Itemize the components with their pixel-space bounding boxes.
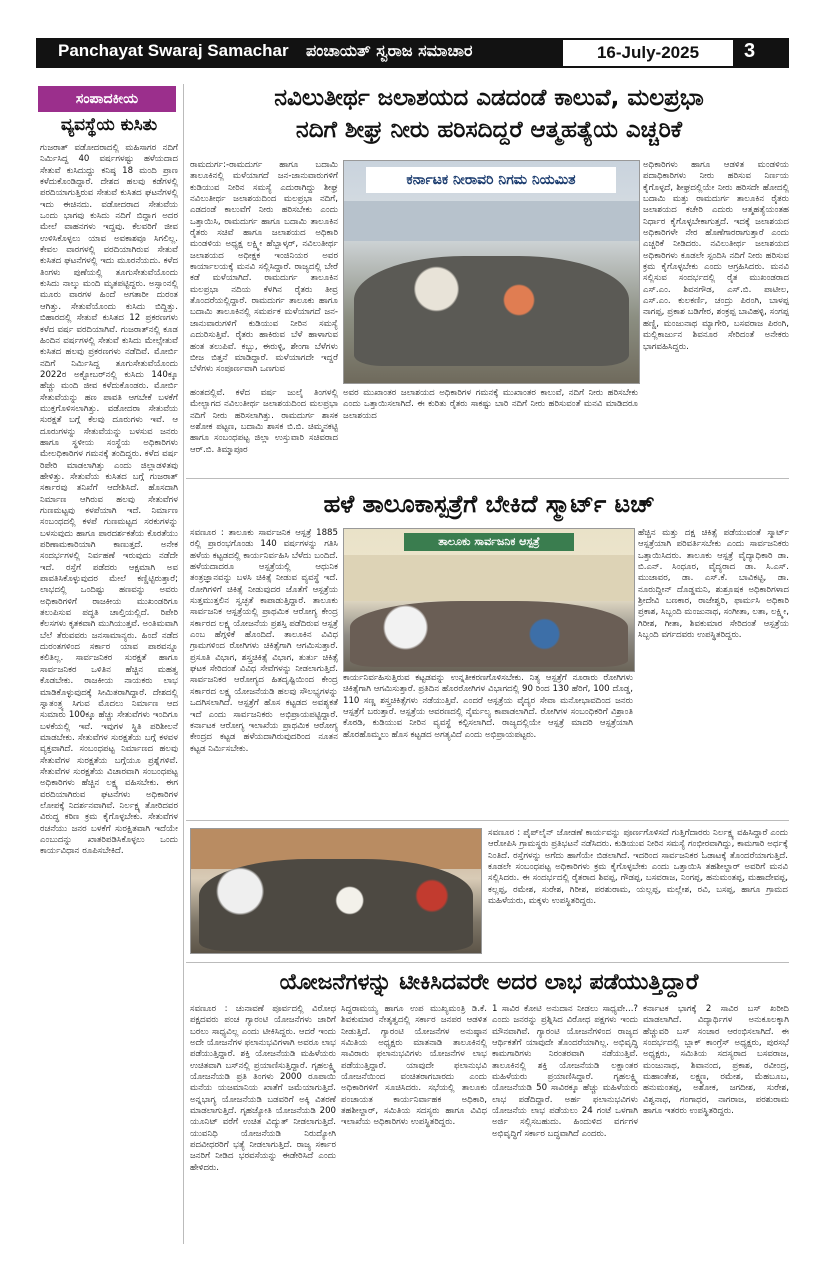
group-of-farmers bbox=[354, 256, 629, 366]
editorial-title: ವ್ಯವಸ್ಥೆಯ ಕುಸಿತು bbox=[60, 115, 158, 135]
section-divider bbox=[186, 820, 789, 821]
story3-headline: ಯೋಜನೆಗಳನ್ನು ಟೀಕಿಸಿದವರೇ ಅದರ ಲಾಭ ಪಡೆಯುತ್ತಿದ್ದಾರೆ bbox=[279, 970, 699, 995]
story2-column-1: ಸವಣೂರ : ತಾಲೂಕು ಸಾರ್ವಜನಿಕ ಆಸ್ಪತ್ರೆ 1885 ರಲ್ಲಿ ಪ್ರಾರಂಭಗೊಂಡು 140 ವರ್ಷಗಳನ್ನು ಗತಿಸಿ ಹಳೆಯ ಕಟ್ಟಡದಲ್ಲಿ ಕಾರ್ಯನಿರ್ವಹಿಸಿ ಬೆಳೆದು ಬಂದಿದೆ. ಹಳೆಯದಾದರೂ ಆಸ್ಪತ್ರೆಯಲ್ಲಿ ಆಧುನಿಕ ತಂತ್ರಜ್ಞಾನವನ್ನು ಬಳಸಿ ಚಿಕಿತ್ಸೆ ನೀಡುವ ವ್ಯವಸ್ಥೆ ಇದೆ. ರೋಗಿಗಳಿಗೆ ಚಿಕಿತ್ಸೆ ನೀಡುವುದರ ಜೊತೆಗೆ ಆಸ್ಪತ್ರೆಯ ಸುತ್ತಮುತ್ತಲಿನ ಸ್ವಚ್ಛತೆ ಕಾಪಾಡುತ್ತಿದ್ದಾರೆ. ತಾಲೂಕು ಸಾರ್ವಜನಿಕ ಆಸ್ಪತ್ರೆಯಲ್ಲಿ ಪ್ರಾಥಮಿಕ ಆರೋಗ್ಯ ಕೇಂದ್ರ ಸರ್ಕಾರದ ಲಕ್ಷ್ಯ ಯೋಜನೆಯ ಪ್ರಶಸ್ತಿ ಪಡೆದಿರುವ ಆಸ್ಪತ್ರೆ ಎಂಬ ಹೆಗ್ಗಳಿಕೆ ಹೊಂದಿದೆ. ತಾಲೂಕಿನ ವಿವಿಧ ಗ್ರಾಮಗಳಿಂದ ರೋಗಿಗಳು ಚಿಕಿತ್ಸೆಗಾಗಿ ಆಗಮಿಸುತ್ತಾರೆ. ಪ್ರಸೂತಿ ವಿಭಾಗ, ಶಸ್ತ್ರಚಿಕಿತ್ಸೆ ವಿಭಾಗ, ತುರ್ತು ಚಿಕಿತ್ಸೆ ಘಟಕ ಸೇರಿದಂತೆ ವಿವಿಧ ಸೇವೆಗಳನ್ನು ನೀಡಲಾಗುತ್ತಿದೆ. ಸಾರ್ವಜನಿಕರ ಆರೋಗ್ಯದ ಹಿತದೃಷ್ಟಿಯಿಂದ ಕೇಂದ್ರ ಸರ್ಕಾರದ ಲಕ್ಷ್ಯ ಯೋಜನೆಯಡಿ ಹಲವು ಸೌಲಭ್ಯಗಳನ್ನು ಒದಗಿಸಲಾಗಿದೆ. ಆಸ್ಪತ್ರೆಗೆ ಹೊಸ ಕಟ್ಟಡದ ಅವಶ್ಯಕತೆ ಇದೆ ಎಂದು ಸಾರ್ವಜನಿಕರು ಅಭಿಪ್ರಾಯಪಟ್ಟಿದ್ದಾರೆ. ಕರ್ನಾಟಕ ಆರೋಗ್ಯ ಇಲಾಖೆಯ ಪ್ರಾಥಮಿಕ ಆರೋಗ್ಯ ಕೇಂದ್ರದ ಕಟ್ಟಡ ಹಳೆಯದಾಗಿರುವುದರಿಂದ ನೂತನ ಕಟ್ಟಡ ನಿರ್ಮಿಸಬೇಕು. bbox=[190, 528, 338, 754]
story2-column-3: ಹೆಚ್ಚಿನ ಮತ್ತು ದಕ್ಷ ಚಿಕಿತ್ಸೆ ಪಡೆಯುವಂತೆ ಸ್ಮಾರ್ಟ್ ಆಸ್ಪತ್ರೆಯಾಗಿ ಪರಿವರ್ತಿಸಬೇಕು ಎಂದು ಸಾರ್ವಜನಿಕರು ಒತ್ತಾಯಿಸಿದರು. ತಾಲೂಕು ಆಸ್ಪತ್ರೆ ವೈದ್ಯಾಧಿಕಾರಿ ಡಾ. ಬಿ.ಎನ್. ಸಿಂಧೂರ, ವೈದ್ಯರಾದ ಡಾ. ಸಿ.ಎಸ್. ಮುಜಾವರ, ಡಾ. ಎಸ್.ಕೆ. ಬಾವಿಕಟ್ಟಿ, ಡಾ. ನೂರುದ್ದೀನ್ ದೊಡ್ಡಮನಿ, ಶುಶ್ರೂಷಕ ಅಧಿಕಾರಿಗಳಾದ ಶ್ರೀದೇವಿ ಬಣಕಾರ, ರಾಜೇಶ್ವರಿ, ಫಾರ್ಮಸಿ ಅಧಿಕಾರಿ ಪ್ರಕಾಶ, ಸಿಬ್ಬಂದಿ ಮಂಜುನಾಥ, ಸಂಗೀತಾ, ಲತಾ, ಲಕ್ಷ್ಮೀ, ಗಿರೀಶ, ಗೀತಾ, ಶಿವಕುಮಾರ ಸೇರಿದಂತೆ ಆಸ್ಪತ್ರೆಯ ಸಿಬ್ಬಂದಿ ವರ್ಗದವರು ಉಪಸ್ಥಿತರಿದ್ದರು. bbox=[638, 528, 789, 641]
story1-column-1: ರಾಮದುರ್ಗ:-ರಾಮದುರ್ಗ ಹಾಗೂ ಬದಾಮಿ ತಾಲೂಕಿನಲ್ಲಿ ಮಳೆಯಾಗದೆ ಜನ-ಜಾನುವಾರುಗಳಿಗೆ ಕುಡಿಯುವ ನೀರಿನ ಸಮಸ್ಯೆ ಎದುರಾಗಿದ್ದು ಶೀಘ್ರ ನವಿಲುತೀರ್ಥ ಜಲಾಶಯದಿಂದ ಮಲಪ್ರಭಾ ನದಿಗೆ, ಎಡದಂಡೆ ಕಾಲುವೆಗೆ ನೀರು ಹರಿಸಬೇಕು ಎಂದು ಒತ್ತಾಯಿಸಿ, ರಾಮದುರ್ಗ ಹಾಗೂ ಬದಾಮಿ ತಾಲೂಕಿನ ರೈತರು ಸಚಿವೆ ಹಾಗೂ ಜಲಾಶಯದ ಅಧಿಕಾರಿ ಮಂಡಳಿಯ ಅಧ್ಯಕ್ಷ ಲಕ್ಷ್ಮೀ ಹೆಬ್ಬಾಳ್ಕರ್, ನವಿಲುತೀರ್ಥ ಜಲಾಶಯದ ಅಧೀಕ್ಷಕ ಇಂಜಿನಿಯರ ಅವರ ಕಾರ್ಯಾಲಯಕ್ಕೆ ಮನವಿ ಸಲ್ಲಿಸಿದ್ದಾರೆ. ರಾಜ್ಯದಲ್ಲಿ ಬೇರೆ ಕಡೆ ಮಳೆಯಾಗಿದೆ. ರಾಮದುರ್ಗ ತಾಲೂಕಿನ ಮಲಪ್ರಭಾ ನದಿಯ ಕೆಳಗಿನ ರೈತರು ತೀವ್ರ ತೊಂದರೆಯಲ್ಲಿದ್ದಾರೆ. ರಾಮದುರ್ಗ ತಾಲೂಕು ಹಾಗೂ ಬದಾಮಿ ತಾಲೂಕಿನಲ್ಲಿ ಸಮರ್ಪಕ ಮಳೆಯಾಗದೆ ಜನ-ಜಾನುವಾರುಗಳಿಗೆ ಕುಡಿಯುವ ನೀರಿನ ಸಮಸ್ಯೆ ಎದುರಿಸುತ್ತಿವೆ. ರೈತರು ಹಾಕಿರುವ ಬೆಳೆ ಹಾಳಾಗುವ ಹಂತ ತಲುಪಿವೆ. ಕಬ್ಬು, ಈರುಳ್ಳಿ, ಶೇಂಗಾ ಬೆಳೆಗಳು ಬೀಜ ಬಿತ್ತನೆ ಮಾಡಿದ್ದಾರೆ. ಮಳೆಯಾಗದೇ ಇದ್ದರೆ ಬೆಳೆಗಳು ಸಂಪೂರ್ಣವಾಗಿ ಒಣಗುವ bbox=[190, 160, 338, 375]
story2-headline: ಹಳೆ ತಾಲೂಕಾಸ್ಪತ್ರೆಗೆ ಬೇಕಿದೆ ಸ್ಮಾರ್ಟ್ ಟಚ್ bbox=[323, 490, 655, 518]
newspaper-title-kannada: ಪಂಚಾಯತ್ ಸ್ವರಾಜ ಸಮಾಚಾರ bbox=[306, 41, 473, 60]
story2-column-2: ಕಾರ್ಯನಿರ್ವಹಿಸುತ್ತಿರುವ ಕಟ್ಟಡವನ್ನು ಉನ್ನತೀಕರಣಗೊಳಿಸಬೇಕು. ನಿತ್ಯ ಆಸ್ಪತ್ರೆಗೆ ನೂರಾರು ರೋಗಿಗಳು ಚಿಕಿತ್ಸೆಗಾಗಿ ಆಗಮಿಸುತ್ತಾರೆ. ಪ್ರತಿದಿನ ಹೊರರೋಗಿಗಳ ವಿಭಾಗದಲ್ಲಿ 90 ರಿಂದ 130 ಹೆರಿಗೆ, 100 ದೊಡ್ಡ, 110 ಸಣ್ಣ ಶಸ್ತ್ರಚಿಕಿತ್ಸೆಗಳು ನಡೆಯುತ್ತಿವೆ. ಎಂದರೆ ಆಸ್ಪತ್ರೆಯ ವೈದ್ಯರ ಸೇವಾ ಮನೋಭಾವದಿಂದ ಜನರು ಆಸ್ಪತ್ರೆಗೆ ಬರುತ್ತಾರೆ. ಆಸ್ಪತ್ರೆಯ ಆವರಣದಲ್ಲಿ ನೈರ್ಮಲ್ಯ ಕಾಪಾಡಲಾಗಿದೆ. ರೋಗಿಗಳ ಸಂಬಂಧಿಕರಿಗೆ ವಿಶ್ರಾಂತಿ ಕೊಠಡಿ, ಕುಡಿಯುವ ನೀರಿನ ವ್ಯವಸ್ಥೆ ಕಲ್ಪಿಸಲಾಗಿದೆ. ರಾಜ್ಯದಲ್ಲಿಯೇ ಆಸ್ಪತ್ರೆ ಮಾದರಿ ಆಸ್ಪತ್ರೆಯಾಗಿ ಹೊರಹೊಮ್ಮಲು ಹೊಸ ಕಟ್ಟಡದ ಅಗತ್ಯವಿದೆ ಎಂದು ಅಭಿಪ್ರಾಯಪಟ್ಟರು. bbox=[343, 673, 633, 740]
protest-photo bbox=[190, 828, 482, 954]
section-divider bbox=[186, 478, 789, 479]
story3-column-3: 1 ಸಾವಿರ ಕೋಟಿ ಅನುದಾನ ನೀಡಲು ಸಾಧ್ಯವೇ...? ಎಂದು ಜನರನ್ನು ಪ್ರಶ್ನಿಸಿದ ವಿರೋಧ ಪಕ್ಷಗಳು ಇಂದು ಮೌನವಾಗಿವೆ. ಗ್ಯಾರಂಟಿ ಯೋಜನೆಗಳಿಂದ ರಾಜ್ಯದ ಆರ್ಥಿಕತೆಗೆ ಯಾವುದೇ ತೊಂದರೆಯಾಗಿಲ್ಲ. ಅಭಿವೃದ್ಧಿ ಕಾಮಗಾರಿಗಳು ನಿರಂತರವಾಗಿ ನಡೆಯುತ್ತಿವೆ. ತಾಲೂಕಿನಲ್ಲಿ ಶಕ್ತಿ ಯೋಜನೆಯಡಿ ಲಕ್ಷಾಂತರ ಮಹಿಳೆಯರು ಪ್ರಯಾಣಿಸಿದ್ದಾರೆ. ಗೃಹಲಕ್ಷ್ಮಿ ಯೋಜನೆಯಡಿ 50 ಸಾವಿರಕ್ಕೂ ಹೆಚ್ಚು ಮಹಿಳೆಯರು ಲಾಭ ಪಡೆದಿದ್ದಾರೆ. ಅರ್ಹ ಫಲಾನುಭವಿಗಳು ಯೋಜನೆಯ ಲಾಭ ಪಡೆಯಲು 24 ಗಂಟೆ ಒಳಗಾಗಿ ಅರ್ಜಿ ಸಲ್ಲಿಸಬಹುದು. ಹಿಂದುಳಿದ ವರ್ಗಗಳ ಅಭಿವೃದ್ಧಿಗೆ ಸರ್ಕಾರ ಬದ್ಧವಾಗಿದೆ ಎಂದರು. bbox=[492, 1004, 638, 1139]
story1-column-3: ಅವರ ಮುಖಾಂತರ ಜಲಾಶಯದ ಅಧಿಕಾರಿಗಳ ಗಮನಕ್ಕೆ ಮುಖಾಂತರ ಕಾಲುವೆ, ನದಿಗೆ ನೀರು ಹರಿಸಬೇಕು ಎಂದು ಒತ್ತಾಯಿಸಲಾಗಿದೆ. ಈ ಕುರಿತು ರೈತರು ಸಾಕಷ್ಟು ಬಾರಿ ನದಿಗೆ ನೀರು ಹರಿಸುವಂತೆ ಮನವಿ ಮಾಡಿದರೂ ಜಲಾಶಯದ bbox=[343, 388, 638, 421]
masthead bbox=[36, 38, 789, 68]
editorial-badge: ಸಂಪಾದಕೀಯ bbox=[38, 86, 176, 112]
story1-headline-line2: ನದಿಗೆ ಶೀಘ್ರ ನೀರು ಹರಿಸದಿದ್ದರೆ ಆತ್ಮಹತ್ಯೆಯ ಎಚ್ಚರಿಕೆ bbox=[295, 117, 683, 143]
story1-column-4: ಅಧಿಕಾರಿಗಳು ಹಾಗೂ ಆಡಳಿತ ಮಂಡಳಿಯ ಪದಾಧಿಕಾರಿಗಳು ನೀರು ಹರಿಸುವ ನಿರ್ಣಯ ಕೈಗೊಳ್ಳದೆ, ಶೀಘ್ರದಲ್ಲಿಯೇ ನೀರು ಹರಿಸದೇ ಹೋದಲ್ಲಿ ಬದಾಮಿ ಮತ್ತು ರಾಮದುರ್ಗ ತಾಲೂಕಿನ ರೈತರು ಜಲಾಶಯದ ಕಚೇರಿ ಎದುರು ಆತ್ಮಹತ್ಯೆಯಂತಹ ನಿರ್ಧಾರ ಕೈಗೊಳ್ಳಬೇಕಾಗುತ್ತದೆ. ಇದಕ್ಕೆ ಜಲಾಶಯದ ಅಧಿಕಾರಿಗಳೇ ನೇರ ಹೊಣೆಗಾರರಾಗುತ್ತಾರೆ ಎಂದು ಎಚ್ಚರಿಕೆ ನೀಡಿದರು. ನವಿಲುತೀರ್ಥ ಜಲಾಶಯದ ಅಧಿಕಾರಿಗಳು ಕೂಡಲೇ ಸ್ಪಂದಿಸಿ ನದಿಗೆ ನೀರು ಹರಿಸುವ ಕ್ರಮ ಕೈಗೊಳ್ಳಬೇಕು ಎಂದು ಆಗ್ರಹಿಸಿದರು. ಮನವಿ ಸಲ್ಲಿಸುವ ಸಂದರ್ಭದಲ್ಲಿ ರೈತ ಮುಖಂಡರಾದ ಎಸ್.ಎಂ. ಶಿವನಗೌಡ, ಎಸ್.ಬಿ. ಪಾಟೀಲ, ಎಸ್.ಎಂ. ಕುಲಕರ್ಣಿ, ಚಂದ್ರು ಪಿರಂಗಿ, ಬಾಳಪ್ಪ ನಾಗಪ್ಪ, ಪ್ರಕಾಶ ಬಡಿಗೇರ, ಶಂಕ್ರಪ್ಪ ಬಾವಿಹಳ್ಳಿ, ಸಂಗಪ್ಪ ಹಣ್ಣಿ, ಮಂಜುನಾಥ ಮ್ಯಾಗೇರಿ, ಬಸವರಾಜ ಪಿರಂಗಿ, ಮಲ್ಲಿಕಾರ್ಜುನ ಶಿವನೂರ ಸೇರಿದಂತೆ ಅನೇಕರು ಭಾಗವಹಿಸಿದ್ದರು. bbox=[643, 160, 789, 352]
protest-story-text: ಸವಣೂರ : ಪೈಪ್‌ಲೈನ್ ಜೋಡಣೆ ಕಾರ್ಯವನ್ನು ಪೂರ್ಣಗೊಳಿಸದೆ ಗುತ್ತಿಗೆದಾರರು ನಿರ್ಲಕ್ಷ್ಯ ವಹಿಸಿದ್ದಾರೆ ಎಂದು ಆರೋಪಿಸಿ ಗ್ರಾಮಸ್ಥರು ಪ್ರತಿಭಟನೆ ನಡೆಸಿದರು. ಕುಡಿಯುವ ನೀರಿನ ಸಮಸ್ಯೆ ಗಂಭೀರವಾಗಿದ್ದು, ಕಾಮಗಾರಿ ಅರ್ಧಕ್ಕೆ ನಿಂತಿದೆ. ರಸ್ತೆಗಳನ್ನು ಅಗೆದು ಹಾಗೆಯೇ ಬಿಡಲಾಗಿದೆ. ಇದರಿಂದ ಸಾರ್ವಜನಿಕರ ಓಡಾಟಕ್ಕೆ ತೊಂದರೆಯಾಗುತ್ತಿದೆ. ಕೂಡಲೇ ಸಂಬಂಧಪಟ್ಟ ಅಧಿಕಾರಿಗಳು ಕ್ರಮ ಕೈಗೊಳ್ಳಬೇಕು ಎಂದು ಒತ್ತಾಯಿಸಿ ತಹಶೀಲ್ದಾರ್ ಅವರಿಗೆ ಮನವಿ ಸಲ್ಲಿಸಿದರು. ಈ ಸಂದರ್ಭದಲ್ಲಿ ರೈತರಾದ ಶಿವಪ್ಪ, ಗೌಡಪ್ಪ, ಬಸವರಾಜ, ನಿಂಗಪ್ಪ, ಹನುಮಂತಪ್ಪ, ಮಹಾದೇವಪ್ಪ, ಕಲ್ಲಪ್ಪ, ರಮೇಶ, ಸುರೇಶ, ಗಿರೀಶ, ಪರಶುರಾಮ, ಯಲ್ಲಪ್ಪ, ಮಲ್ಲೇಶ, ರವಿ, ಬಸಪ್ಪ, ಹಾಗೂ ಗ್ರಾಮದ ಮಹಿಳೆಯರು, ಮಕ್ಕಳು ಉಪಸ್ಥಿತರಿದ್ದರು. bbox=[488, 828, 788, 907]
editorial-body: ಗುಜರಾತ್ ವಡೋದರಾದಲ್ಲಿ ಮಹಿಸಾಗರ ನದಿಗೆ ನಿರ್ಮಿಸಿದ್ದ 40 ವರ್ಷಗಳಷ್ಟು ಹಳೆಯದಾದ ಸೇತುವೆ ಕುಸಿದುದ್ದು ಕನಿಷ್ಠ 18 ಮಂದಿ ಪ್ರಾಣ ಕಳೆದುಕೊಂಡಿದ್ದಾರೆ. ದೇಶದ ಹಲವು ಕಡೆಗಳಲ್ಲಿ ಪರದಿಯಾಗುತ್ತಿರುವ ಸೇತುವೆ ಕುಸಿತದ ಘಟನೆಗಳಲ್ಲಿ ಇದು ಈಚಿನದು. ವಡೋದರಾದ ಸೇತುವೆಯ ಒಂದು ಭಾಗವು ಕುಸಿದು ನದಿಗೆ ಬಿದ್ದಾಗ ಅದರ ಮೇಲೆ ವಾಹನಗಳು ಇದ್ದವು. ಕೆಲವರಿಗೆ ಜೀವ ಉಳಿಸಿಕೊಳ್ಳಲು ಯಾವ ಅವಕಾಶವೂ ಸಿಗಲಿಲ್ಲ. ಕೇವಲ ವಾರಗಳಲ್ಲಿ ವರದಿಯಾಗಿರುವ ಸೇತುವೆ ಕುಸಿತದ ಘಟನೆಗಳಲ್ಲಿ ಇದು ಮೂರನೆಯದು. ಕಳೆದ ತಿಂಗಳು ಪುಣೆಯಲ್ಲಿ ತೂಗುಸೇತುವೆಯೊಂದು ಕುಸಿದು ನಾಲ್ಕು ಮಂದಿ ಮೃತಪಟ್ಟಿದ್ದರು. ಅಸ್ಸಾಂನಲ್ಲಿ ಮೂರು ವಾರಗಳ ಹಿಂದೆ ಅಗತಾರೀ ದುರಂತ ಆಗಿತ್ತು. ಸೇತುವೆಯೊಂದು ಕುಸಿದು ಬಿದ್ದಿತ್ತು. ಬಿಹಾರದಲ್ಲಿ ಸೇತುವೆ ಕುಸಿತದ 12 ಪ್ರಕರಣಗಳು ಕಳೆದ ವರ್ಷ ವರದಿಯಾಗಿವೆ. ಗುಜರಾತ್‌ನಲ್ಲಿ ಕೂಡ ಹಿಂದಿನ ವರ್ಷಗಳಲ್ಲಿ ಸೇತುವೆ ಕುಸಿದು ಮೇಲ್ಸೇತುವೆ ಕುಸಿತದ ಹಲವು ಪ್ರಕರಣಗಳು ನಡೆದಿವೆ. ಮೋರ್ಬಿ ನದಿಗೆ ನಿರ್ಮಿಸಿದ್ದ ತೂಗುಸೇತುವೆಯೊಂದು 2022ರ ಅಕ್ಟೋಬರ್‌ನಲ್ಲಿ ಕುಸಿದು 140ಕ್ಕೂ ಹೆಚ್ಚು ಮಂದಿ ಜೀವ ಕಳೆದುಕೊಂಡರು. ಮೋರ್ಬಿ ಸೇತುವೆಯನ್ನು ಹಣ ಪಾವತಿ ಆಗಬೇಕೆ ಬಳಕೆಗೆ ಮುಕ್ತಗೊಳಿಸಲಾಗಿತ್ತು. ವಡೋದರಾ ಸೇತುವೆಯ ಸುರಕ್ಷತೆ ಬಗ್ಗೆ ಕೆಲವು ದೂರುಗಳು ಇವೆ. ಆ ದೂರುಗಳನ್ನು ಸೇತುವೆಯನ್ನು ಬಳಸುವ ಜನರು ಹಾಗೂ ಸ್ಥಳೀಯ ಸಂಸ್ಥೆಯ ಅಧಿಕಾರಿಗಳು ಮೇಲಧಿಕಾರಿಗಳ ಗಮನಕ್ಕೆ ತಂದಿದ್ದರು. ಕಳೆದ ವರ್ಷ ರಿಪೇರಿ ಮಾಡಲಾಗಿತ್ತು ಎಂದು ಜಿಲ್ಲಾಡಳಿತವು ಹೇಳಿತ್ತು. ಸೇತುವೆಯ ಕುಸಿತದ ಬಗ್ಗೆ ಗುಜರಾತ್ ಸರ್ಕಾರವು ತನಿಖೆಗೆ ಆದೇಶಿಸಿದೆ. ಹೊಸದಾಗಿ ನಿರ್ಮಾಣ ಆಗಿರುವ ಹಲವು ಸೇತುವೆಗಳ ಗುಣಮಟ್ಟವು ಕಳಪೆಯಾಗಿ ಇದೆ. ನಿರ್ಮಾಣ ಸಂಬಂಧದಲ್ಲಿ ಕಳಪೆ ಗುಣಮಟ್ಟದ ಸರಕುಗಳನ್ನು ಬಳಸುವುದು ಹಾಗೂ ಪಾರದರ್ಶಕತೆಯ ಕೊರತೆಯು ಪರಿಣಾಮಕಾರಿಯಾಗಿ ಕಾಣುತ್ತದೆ. ಅನೇಕ ಸಂದರ್ಭಗಳಲ್ಲಿ ನಿರ್ವಹಣೆ ಇರುವುದು ನಡೆದೇ ಇದೆ. ರಸ್ತೆಗೆ ಪಡೆದರು ಆಕ್ಷಮಾಗಿ ಅವ ಪಾವತಿಸಿಕೊಳ್ಳುವುದರ ಮೇಲೆ ಕಣ್ಣಿಟ್ಟಿರುತ್ತಾರೆ; ಲಾಭದಲ್ಲಿ ಒಂದಿಷ್ಟು ಹಣವನ್ನು ಅವರು ಅಧಿಕಾರಿಗಳಿಗೆ ರಾಜಕೀಯ ಮುಖಂಡರಿಗೂ ತಲುಪಿಸುವ ಪದ್ಧತಿ ಚಾಲ್ತಿಯಲ್ಲಿದೆ. ರಿಪೇರಿ ಕೆಲಸಗಳು ಕೃತಕವಾಗಿ ಮುಗಿಯುತ್ತವೆ. ಅಂತಿಮವಾಗಿ ಬೆಲೆ ತೆರುವವರು ಜನಸಾಮಾನ್ಯರು. ಹಿಂದೆ ನಡೆದ ದುರಂತಗಳಿಂದ ಸರ್ಕಾರ ಯಾವ ಪಾಠವನ್ನೂ ಕಲಿತಿಲ್ಲ. ಸಾರ್ವಜನಿಕರ ಸುರಕ್ಷತೆ ಹಾಗೂ ಸಾರ್ವಜನಿಕರ ಒಳಿತಿನ ಹೆಚ್ಚಿನ ಮಹತ್ವ ಕೊಡಬೇಕು. ರಾಜಕೀಯ ನಾಯಕರು ಲಾಭ ಮಾಡಿಕೊಳ್ಳುವುದಕ್ಕೆ ಸೀಮಿತರಾಗಿದ್ದಾರೆ. ದೇಶದಲ್ಲಿ ಸ್ವಾತಂತ್ರ್ಯ ಸಿಗುವ ಮೊದಲು ನಿರ್ಮಾಣ ಆದ ಸುಮಾರು 100ಕ್ಕೂ ಹೆಚ್ಚು ಸೇತುವೆಗಳು ಇಂದಿಗೂ ಬಳಕೆಯಲ್ಲಿ ಇವೆ. ಇವುಗಳ ಸ್ಥಿತಿ ಪರಿಶೀಲನೆ ಮಾಡಬೇಕು. ಸೇತುವೆಗಳ ಸುರಕ್ಷತೆಯ ಬಗ್ಗೆ ಕಳವಳ ವ್ಯಕ್ತವಾಗಿದೆ. ಸಂಬಂಧಪಟ್ಟ ನಿರ್ಮಾಣದ ಹಲವು ಸೇತುವೆಗಳ ಸುರಕ್ಷತೆಯ ಬಗ್ಗೆಯೂ ಪ್ರಶ್ನೆಗಳಿವೆ. ಸೇತುವೆಗಳ ಸುರಕ್ಷತೆಯ ವಿಚಾರವಾಗಿ ಸಂಬಂಧಪಟ್ಟ ಅಧಿಕಾರಿಗಳು ಹೆಚ್ಚಿನ ಲಕ್ಷ್ಯ ವಹಿಸಬೇಕು. ಈಗ ವರದಿಯಾಗಿರುವ ಘಟನೆಗಳು ಅಧಿಕಾರಿಗಳ ಲೋಪಕ್ಕೆ ನಿದರ್ಶನವಾಗಿವೆ. ನಿರ್ಲಕ್ಷ್ಯ ತೋರಿದವರ ವಿರುದ್ಧ ಕಠಿಣ ಕ್ರಮ ಕೈಗೊಳ್ಳಬೇಕು. ಸೇತುವೆಗಳ ರಚನೆಯು ಜನರ ಬಳಕೆಗೆ ಸುರಕ್ಷಿತವಾಗಿ ಇದೆಯೇ ಎಂಬುದನ್ನು ಖಾತರಿಪಡಿಸಿಕೊಳ್ಳಲು ಒಂದು ಕಾರ್ಯವಿಧಾನ ರೂಪಿಸಬೇಕಿದೆ. bbox=[40, 143, 178, 857]
hospital-building bbox=[344, 555, 634, 601]
section-divider bbox=[186, 962, 789, 963]
story1-photo bbox=[343, 160, 640, 384]
story3-column-2: ಸಿದ್ದರಾಮಯ್ಯ ಹಾಗೂ ಉಪ ಮುಖ್ಯಮಂತ್ರಿ ಡಿ.ಕೆ. ಶಿವಕುಮಾರ ನೇತೃತ್ವದಲ್ಲಿ ಸರ್ಕಾರ ಜನಪರ ಆಡಳಿತ ನೀಡುತ್ತಿದೆ. ಗ್ಯಾರಂಟಿ ಯೋಜನೆಗಳ ಅನುಷ್ಠಾನ ಸಮಿತಿಯ ಅಧ್ಯಕ್ಷರು ಮಾತನಾಡಿ ತಾಲೂಕಿನಲ್ಲಿ ಸಾವಿರಾರು ಫಲಾನುಭವಿಗಳು ಯೋಜನೆಗಳ ಲಾಭ ಪಡೆಯುತ್ತಿದ್ದಾರೆ. ಯಾವುದೇ ಫಲಾನುಭವಿ ಯೋಜನೆಯಿಂದ ವಂಚಿತರಾಗಬಾರದು ಎಂದು ಅಧಿಕಾರಿಗಳಿಗೆ ಸೂಚಿಸಿದರು. ಸಭೆಯಲ್ಲಿ ತಾಲೂಕು ಪಂಚಾಯತ ಕಾರ್ಯನಿರ್ವಾಹಕ ಅಧಿಕಾರಿ, ತಹಶೀಲ್ದಾರ್, ಸಮಿತಿಯ ಸದಸ್ಯರು ಹಾಗೂ ವಿವಿಧ ಇಲಾಖೆಯ ಅಧಿಕಾರಿಗಳು ಉಪಸ್ಥಿತರಿದ್ದರು. bbox=[341, 1004, 487, 1128]
newspaper-title-english: Panchayat Swaraj Samachar bbox=[58, 41, 289, 60]
story3-column-1: ಸವಣೂರ : ಚುನಾವಣೆ ಪೂರ್ವದಲ್ಲಿ ವಿರೋಧ ಪಕ್ಷದವರು ಪಂಚ ಗ್ಯಾರಂಟಿ ಯೋಜನೆಗಳು ಜಾರಿಗೆ ಬರಲು ಸಾಧ್ಯವಿಲ್ಲ ಎಂದು ಟೀಕಿಸಿದ್ದರು. ಆದರೆ ಇಂದು ಅದೇ ಯೋಜನೆಗಳ ಫಲಾನುಭವಿಗಳಾಗಿ ಅವರೂ ಲಾಭ ಪಡೆಯುತ್ತಿದ್ದಾರೆ. ಶಕ್ತಿ ಯೋಜನೆಯಡಿ ಮಹಿಳೆಯರು ಉಚಿತವಾಗಿ ಬಸ್‌ನಲ್ಲಿ ಪ್ರಯಾಣಿಸುತ್ತಿದ್ದಾರೆ. ಗೃಹಲಕ್ಷ್ಮಿ ಯೋಜನೆಯಡಿ ಪ್ರತಿ ತಿಂಗಳು 2000 ರೂಪಾಯಿ ಮನೆಯ ಯಜಮಾನಿಯ ಖಾತೆಗೆ ಜಮೆಯಾಗುತ್ತಿದೆ. ಅನ್ನಭಾಗ್ಯ ಯೋಜನೆಯಡಿ ಬಡವರಿಗೆ ಅಕ್ಕಿ ವಿತರಣೆ ಮಾಡಲಾಗುತ್ತಿದೆ. ಗೃಹಜ್ಯೋತಿ ಯೋಜನೆಯಡಿ 200 ಯೂನಿಟ್ ವರೆಗೆ ಉಚಿತ ವಿದ್ಯುತ್ ನೀಡಲಾಗುತ್ತಿದೆ. ಯುವನಿಧಿ ಯೋಜನೆಯಡಿ ನಿರುದ್ಯೋಗಿ ಪದವೀಧರರಿಗೆ ಭತ್ಯೆ ನೀಡಲಾಗುತ್ತಿದೆ. ರಾಜ್ಯ ಸರ್ಕಾರ ಜನರಿಗೆ ನೀಡಿದ ಭರವಸೆಯನ್ನು ಈಡೇರಿಸಿದೆ ಎಂದು ಹೇಳಿದರು. bbox=[190, 1004, 336, 1173]
hospital-staff-group bbox=[350, 601, 628, 667]
story2-photo-sign: ತಾಲೂಕು ಸಾರ್ವಜನಿಕ ಆಸ್ಪತ್ರೆ bbox=[404, 533, 574, 551]
column-divider bbox=[183, 84, 184, 1244]
story1-photo-sign: ಕರ್ನಾಟಕ ನೀರಾವರಿ ನಿಗಮ ನಿಯಮಿತ bbox=[366, 167, 616, 193]
issue-date: 16-July-2025 bbox=[563, 40, 733, 66]
story3-column-4: ಕರ್ನಾಟಕ ಭಾಗಕ್ಕೆ 2 ಸಾವಿರ ಬಸ್ ಖರೀದಿ ಮಾಡಲಾಗಿದೆ. ವಿದ್ಯಾರ್ಥಿಗಳ ಅನುಕೂಲಕ್ಕಾಗಿ ಹೆಚ್ಚುವರಿ ಬಸ್ ಸಂಚಾರ ಆರಂಭಿಸಲಾಗಿದೆ. ಈ ಸಂದರ್ಭದಲ್ಲಿ ಬ್ಲಾಕ್ ಕಾಂಗ್ರೆಸ್ ಅಧ್ಯಕ್ಷರು, ಪುರಸಭೆ ಅಧ್ಯಕ್ಷರು, ಸಮಿತಿಯ ಸದಸ್ಯರಾದ ಬಸವರಾಜ, ಮಂಜುನಾಥ, ಶಿವಾನಂದ, ಪ್ರಕಾಶ, ರವೀಂದ್ರ, ಮಹಾಂತೇಶ, ಲಕ್ಷ್ಮಣ, ರಮೇಶ, ಮೆಹಬೂಬ, ಹನುಮಂತಪ್ಪ, ಅಶೋಕ, ಜಗದೀಶ, ಸುರೇಶ, ವಿಶ್ವನಾಥ, ಗಂಗಾಧರ, ನಾಗರಾಜ, ಪರಶುರಾಮ ಹಾಗೂ ಇತರರು ಉಪಸ್ಥಿತರಿದ್ದರು. bbox=[643, 1004, 789, 1117]
story2-photo bbox=[343, 528, 635, 672]
story1-column-2: ಹಂತದಲ್ಲಿವೆ. ಕಳೆದ ವರ್ಷ ಜುಲೈ ತಿಂಗಳಲ್ಲಿ ಮೇಲ್ಭಾಗದ ನವಿಲುತೀರ್ಥ ಜಲಾಶಯದಿಂದ ಮಲಪ್ರಭಾ ನದಿಗೆ ನೀರು ಹರಿಸಲಾಗಿತ್ತು. ರಾಮದುರ್ಗ ಶಾಸಕ ಅಶೋಕ ಪಟ್ಟಣ, ಬದಾಮಿ ಶಾಸಕ ಬಿ.ಬಿ. ಚಿಮ್ಮನಕಟ್ಟಿ ಹಾಗೂ ಸಂಬಂಧಪಟ್ಟ ಜಿಲ್ಲಾ ಉಸ್ತುವಾರಿ ಸಚಿವರಾದ ಆರ್.ಬಿ. ತಿಮ್ಮಾಪೂರ bbox=[190, 388, 338, 455]
villagers-group bbox=[199, 859, 473, 951]
story1-headline-line1: ನವಿಲುತೀರ್ಥ ಜಲಾಶಯದ ಎಡದಂಡೆ ಕಾಲುವೆ, ಮಲಪ್ರಭಾ bbox=[274, 85, 704, 111]
building-facade bbox=[344, 201, 639, 241]
page-number: 3 bbox=[744, 40, 756, 62]
